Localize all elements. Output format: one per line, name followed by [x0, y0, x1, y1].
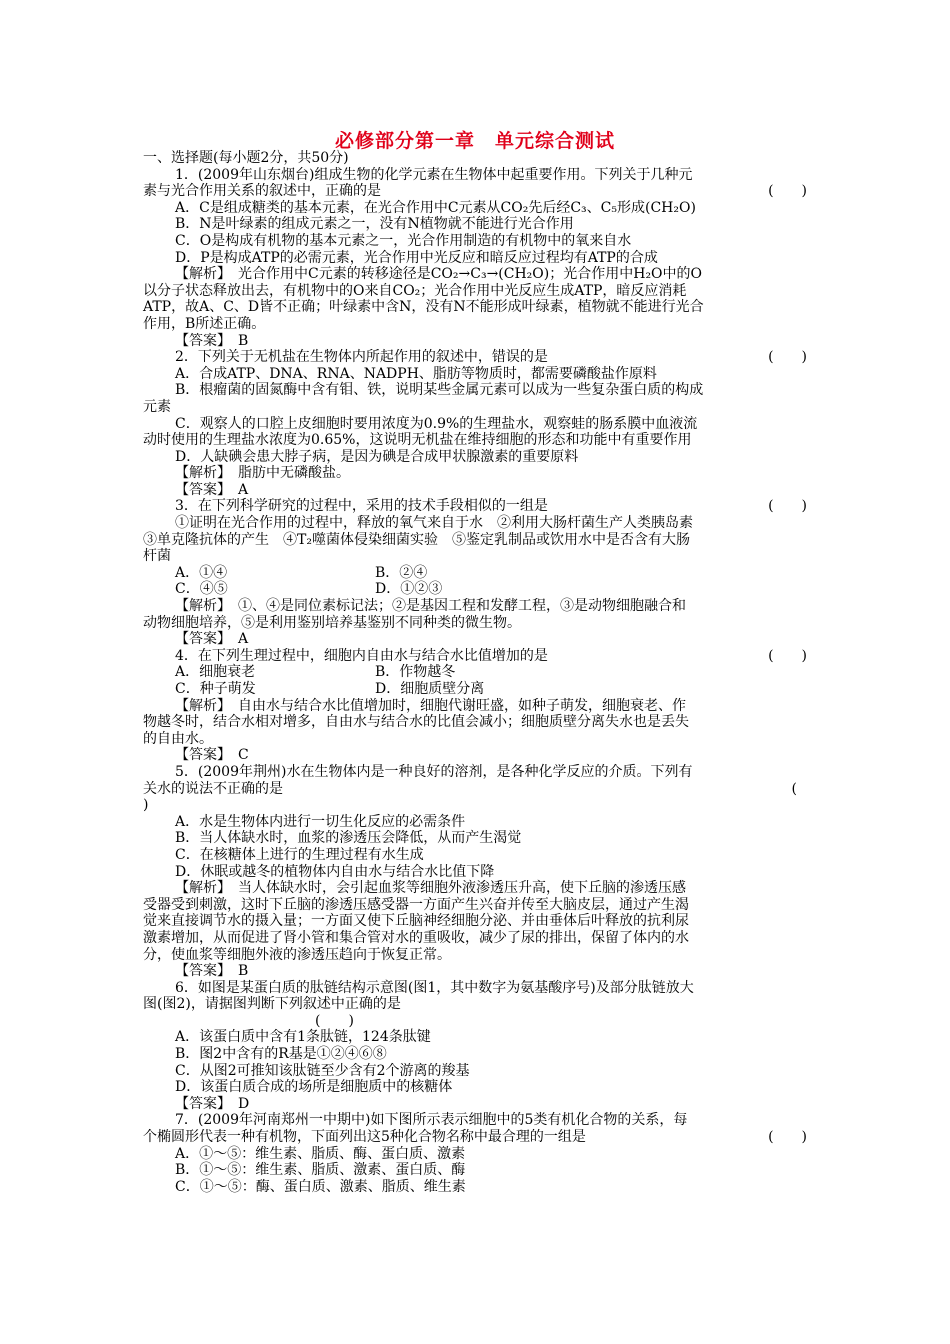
- option-b: B．②④: [375, 564, 428, 581]
- option-d: D．①②③: [375, 581, 443, 598]
- option-c: C．O是构成有机物的基本元素之一，光合作用制造的有机物中的氧来自水: [175, 232, 632, 249]
- option-c: C．④⑤: [175, 581, 228, 598]
- option-a: A．合成ATP、DNA、RNA、NADPH、脂肪等物质时，都需要磷酸盐作原料: [175, 365, 657, 382]
- explanation-cont: 觉来直接调节水的摄入量；一方面又使下丘脑神经细胞分泌、并由垂体后叶释放的抗利尿: [143, 913, 689, 930]
- question-1-stem-cont: 素与光合作用关系的叙述中，正确的是: [143, 183, 381, 200]
- explanation-cont: ATP，故A、C、D皆不正确；叶绿素中含N，没有N不能形成叶绿素，植物就不能进行光合: [143, 299, 704, 316]
- question-3-items-cont: 杆菌: [143, 548, 171, 565]
- option-a: A．①④: [175, 564, 228, 581]
- answer-blank: ( ): [768, 647, 807, 664]
- section-heading: 一、选择题(每小题2分，共50分): [143, 150, 349, 166]
- option-c: C．观察人的口腔上皮细胞时要用浓度为0.9%的生理盐水，观察蛙的肠系膜中血液流: [175, 415, 698, 432]
- option-d: D．细胞质壁分离: [375, 681, 485, 697]
- explanation-cont: 以分子状态释放出去，有机物中的O来自CO₂；光合作用中光反应生成ATP，暗反应消耗: [143, 282, 687, 299]
- option-d: D．休眠或越冬的植物体内自由水与结合水比值下降: [175, 863, 495, 880]
- explanation: 【解析】 自由水与结合水比值增加时，细胞代谢旺盛，如种子萌发，细胞衰老、作: [175, 697, 686, 714]
- question-4-stem: 4．在下列生理过程中，细胞内自由水与结合水比值增加的是: [175, 647, 548, 664]
- option-b-cont: 元素: [143, 398, 171, 415]
- answer: 【答案】 A: [175, 481, 249, 498]
- question-6-stem-cont: 图(图2)，请据图判断下列叙述中正确的是: [143, 996, 401, 1013]
- question-3-items-cont: ③单克隆抗体的产生 ④T₂噬菌体侵染细菌实验 ⑤鉴定乳制品或饮用水中是否含有大肠: [143, 531, 690, 548]
- option-d: D．该蛋白质合成的场所是细胞质中的核糖体: [175, 1079, 453, 1096]
- answer: 【答案】 B: [175, 963, 249, 980]
- option-b: B．图2中含有的R基是①②④⑥⑧: [175, 1046, 387, 1063]
- answer: 【答案】 B: [175, 332, 249, 349]
- answer-blank: ( ): [768, 1129, 807, 1146]
- explanation-cont: 作用，B所述正确。: [143, 315, 266, 332]
- question-5-stem: 5．(2009年荆州)水在生物体内是一种良好的溶剂，是各种化学反应的介质。下列有: [175, 763, 693, 780]
- option-a: A．细胞衰老: [175, 664, 256, 681]
- answer: 【答案】 C: [175, 747, 249, 764]
- option-a: A．该蛋白质中含有1条肽链，124条肽键: [175, 1029, 431, 1046]
- explanation: 【解析】 ①、④是同位素标记法；②是基因工程和发酵工程，③是动物细胞融合和: [175, 598, 686, 615]
- question-7-stem: 7．(2009年河南郑州一中期中)如下图所示表示细胞中的5类有机化合物的关系，每: [175, 1112, 688, 1129]
- option-a: A．C是组成糖类的基本元素，在光合作用中C元素从CO₂先后经C₃、C₅形成(CH₂O): [175, 199, 696, 216]
- option-c: C．从图2可推知该肽链至少含有2个游离的羧基: [175, 1062, 470, 1079]
- question-3-stem: 3．在下列科学研究的过程中，采用的技术手段相似的一组是: [175, 498, 548, 515]
- explanation-cont: 激素增加，从而促进了肾小管和集合管对水的重吸收，减少了尿的排出，保留了体内的水: [143, 929, 689, 946]
- option-c: C．在核糖体上进行的生理过程有水生成: [175, 846, 424, 863]
- question-5-stem-cont: 关水的说法不正确的是: [143, 780, 283, 797]
- page-title: 必修部分第一章 单元综合测试: [334, 130, 615, 152]
- explanation: 【解析】 光合作用中C元素的转移途径是CO₂→C₃→(CH₂O)；光合作用中H₂O中的O: [175, 266, 703, 283]
- answer: 【答案】 D: [175, 1095, 250, 1112]
- option-b: B．N是叶绿素的组成元素之一，没有N植物就不能进行光合作用: [175, 216, 574, 233]
- option-b: B．作物越冬: [375, 664, 456, 681]
- explanation-cont: 分，使血浆等细胞外液的渗透压趋向于恢复正常。: [143, 946, 451, 963]
- option-c: C．①～⑤：酶、蛋白质、激素、脂质、维生素: [175, 1178, 466, 1195]
- answer-blank-close: ): [143, 797, 149, 814]
- explanation-cont: 的自由水。: [143, 730, 213, 747]
- question-2-stem: 2．下列关于无机盐在生物体内所起作用的叙述中，错误的是: [175, 349, 548, 366]
- question-7-stem-cont: 个椭圆形代表一种有机物，下面列出这5种化合物名称中最合理的一组是: [143, 1129, 586, 1146]
- option-c-cont: 动时使用的生理盐水浓度为0.65%，这说明无机盐在维持细胞的形态和功能中有重要作用: [143, 432, 692, 449]
- option-b: B．当人体缺水时，血浆的渗透压会降低，从而产生渴觉: [175, 830, 522, 847]
- option-a: A．水是生物体内进行一切生化反应的必需条件: [175, 813, 466, 830]
- option-c: C．种子萌发: [175, 681, 256, 697]
- answer-blank: ( ): [768, 498, 807, 515]
- explanation-cont: 受器受到刺激，这时下丘脑的渗透压感受器一方面产生兴奋并传至大脑皮层，通过产生渴: [143, 896, 689, 913]
- explanation: 【解析】 脂肪中无磷酸盐。: [175, 465, 350, 482]
- option-b: B．根瘤菌的固氮酶中含有钼、铁，说明某些金属元素可以成为一些复杂蛋白质的构成: [175, 382, 704, 399]
- exam-content: 一、选择题(每小题2分，共50分) 1．(2009年山东烟台)组成生物的化学元素在生物体中起重要作用。下列关于几种元 素与光合作用关系的叙述中，正确的是 ( ) A．C是组成糖类的基本元素，在光合作用中C元素从CO₂先后经C₃、C₅形成(CH₂O) B．N是叶绿素的组成元素之一，没有N植物就不能进行光合作用 C．O是构成有机物的基本元素之一，光合作用制造的有机物中的氧来自水 D．P是构成ATP的必需元素，光合作用中光反应和暗反应过程均有ATP的合成 【解析】 光合作用中C元素的转移途径是CO₂→C₃→(CH₂O)；光合作用中H₂O中的O 以分子状态释放出去，有机物中的O来自CO₂；光合作用中光反应生成ATP，暗反应消耗 ATP，故A、C、D皆不正确；叶绿素中含N，没有N不能形成叶绿素，植物就不能进行光合 作用，B所述正确。 【答案】 B 2．下列关于无机盐在生物体内所起作用的叙述中，错误的是 ( ) A．合成ATP、DNA、RNA、NADPH、脂肪等物质时，都需要磷酸盐作原料 B．根瘤菌的固氮酶中含有钼、铁，说明某些金属元素可以成为一些复杂蛋白质的构成 元素 C．观察人的口腔上皮细胞时要用浓度为0.9%的生理盐水，观察蛙的肠系膜中血液流 动时使用的生理盐水浓度为0.65%，这说明无机盐在维持细胞的形态和功能中有重要作用 D．人缺碘会患大脖子病，是因为碘是合成甲状腺激素的重要原料 【解析】 脂肪中无磷酸盐。 【答案】 A 3．在下列科学研究的过程中，采用的技术手段相似的一组是 ( ) ①证明在光合作用的过程中，释放的氧气来自于水 ②利用大肠杆菌生产人类胰岛素 ③单克隆抗体的产生 ④T₂噬菌体侵染细菌实验 ⑤鉴定乳制品或饮用水中是否含有大肠 杆菌 A．①④ B．②④ C．④⑤ D．①②③ 【解析】 ①、④是同位素标记法；②是基因工程和发酵工程，③是动物细胞融合和 动物细胞培养，⑤是利用鉴别培养基鉴别不同种类的微生物。 【答案】 A 4．在下列生理过程中，细胞内自由水与结合水比值增加的是 ( ) A．细胞衰老 B．作物越冬 C．种子萌发 D．细胞质壁分离 【解析】 自由水与结合水比值增加时，细胞代谢旺盛，如种子萌发，细胞衰老、作 物越冬时，结合水相对增多，自由水与结合水的比值会减小；细胞质壁分离失水也是丢失 的自由水。 【答案】 C 5．(2009年荆州)水在生物体内是一种良好的溶剂，是各种化学反应的介质。下列有 关水的说法不正确的是 ( ) A．水是生物体内进行一切生化反应的必需条件 B．当人体缺水时，血浆的渗透压会降低，从而产生渴觉 C．在核糖体上进行的生理过程有水生成 D．休眠或越冬的植物体内自由水与结合水比值下降 【解析】 当人体缺水时，会引起血浆等细胞外液渗透压升高，使下丘脑的渗透压感 受器受到刺激，这时下丘脑的渗透压感受器一方面产生兴奋并传至大脑皮层，通过产生渴 觉来直接调节水的摄入量；一方面又使下丘脑神经细胞分泌、并由垂体后叶释放的抗利尿 激素增加，从而促进了肾小管和集合管对水的重吸收，减少了尿的排出，保留了体内的水 分，使血浆等细胞外液的渗透压趋向于恢复正常。 【答案】 B 6．如图是某蛋白质的肽链结构示意图(图1，其中数字为氨基酸序号)及部分肽链放大 图(图2)，请据图判断下列叙述中正确的是 ( ) A．该蛋白质中含有1条肽链，124条肽键 B．图2中含有的R基是①②④⑥⑧ C．从图2可推知该肽链至少含有2个游离的羧基 D．该蛋白质合成的场所是细胞质中的核糖体 【答案】 D 7．(2009年河南郑州一中期中)如下图所示表示细胞中的5类有机化合物的关系，每 个椭圆形代表一种有机物，下面列出这5种化合物名称中最合理的一组是 ( ) A．①～⑤：维生素、脂质、酶、蛋白质、激素 B．①～⑤：维生素、脂质、激素、蛋白质、酶 C．①～⑤：酶、蛋白质、激素、脂质、维生素: [143, 150, 807, 1195]
- explanation-cont: 动物细胞培养，⑤是利用鉴别培养基鉴别不同种类的微生物。: [143, 614, 521, 631]
- question-1-stem: 1．(2009年山东烟台)组成生物的化学元素在生物体中起重要作用。下列关于几种元: [175, 166, 693, 183]
- explanation-cont: 物越冬时，结合水相对增多，自由水与结合水的比值会减小；细胞质壁分离失水也是丢失: [143, 714, 689, 731]
- option-d: D．人缺碘会患大脖子病，是因为碘是合成甲状腺激素的重要原料: [175, 448, 579, 465]
- answer: 【答案】 A: [175, 631, 249, 648]
- option-a: A．①～⑤：维生素、脂质、酶、蛋白质、激素: [175, 1145, 466, 1162]
- question-6-stem: 6．如图是某蛋白质的肽链结构示意图(图1，其中数字为氨基酸序号)及部分肽链放大: [175, 979, 694, 996]
- question-3-items: ①证明在光合作用的过程中，释放的氧气来自于水 ②利用大肠杆菌生产人类胰岛素: [175, 515, 693, 532]
- option-b: B．①～⑤：维生素、脂质、激素、蛋白质、酶: [175, 1162, 466, 1179]
- answer-blank: ( ): [768, 183, 807, 200]
- explanation: 【解析】 当人体缺水时，会引起血浆等细胞外液渗透压升高，使下丘脑的渗透压感: [175, 880, 686, 897]
- option-d: D．P是构成ATP的必需元素，光合作用中光反应和暗反应过程均有ATP的合成: [175, 249, 658, 266]
- answer-blank: ( ): [768, 349, 807, 366]
- answer-blank: ( ): [315, 1012, 354, 1029]
